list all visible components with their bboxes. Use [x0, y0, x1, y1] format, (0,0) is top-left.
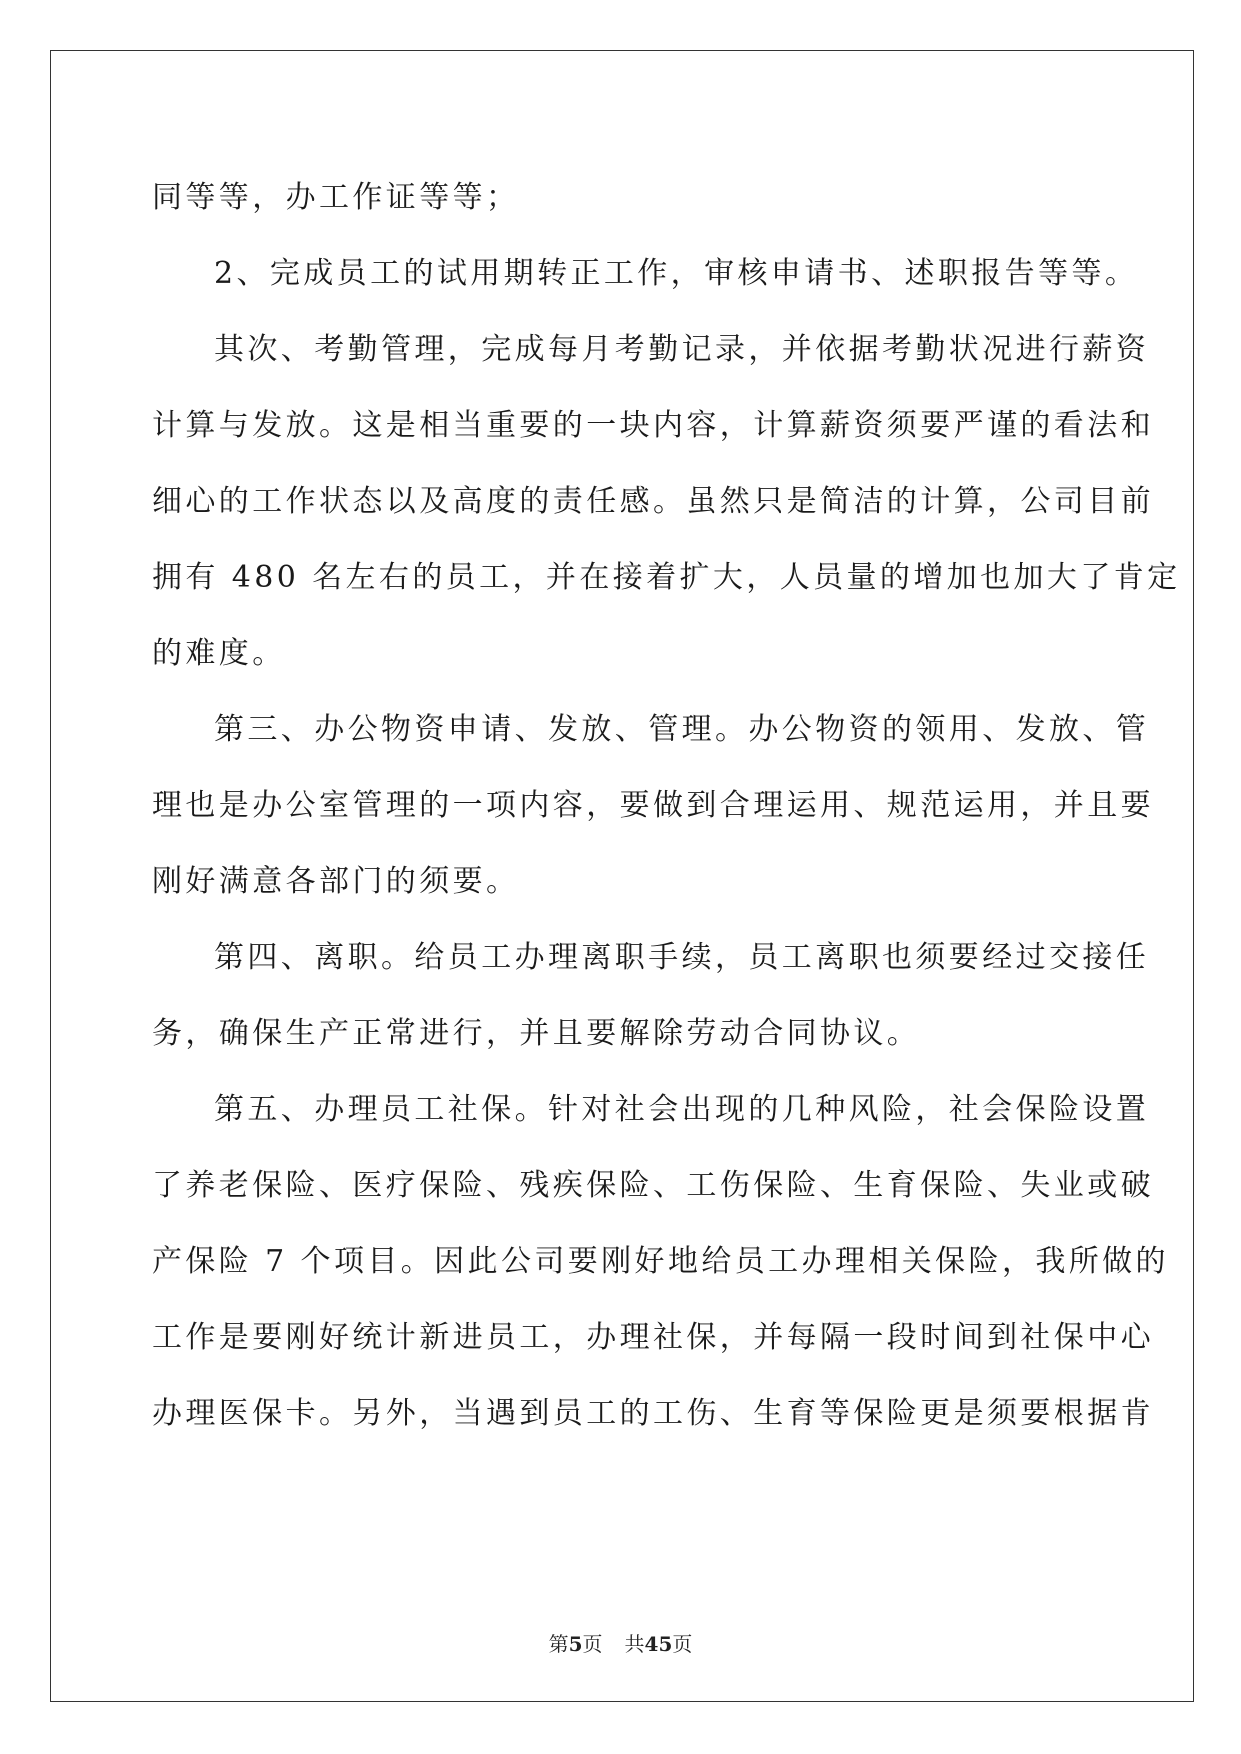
page-footer: [0, 1628, 1241, 1657]
text-line-3: 其次、考勤管理，完成每月考勤记录，并依据考勤状况进行薪资: [214, 332, 1150, 367]
text-line-16: 工作是要刚好统计新进员工，办理社保，并每隔一段时间到社保中心: [152, 1320, 1154, 1355]
total-prefix: 共: [624, 1632, 645, 1656]
page-prefix: 第: [548, 1632, 569, 1656]
text-line-15: 产保险 7 个项目。因此公司要刚好地给员工办理相关保险，我所做的: [152, 1244, 1169, 1279]
text-line-7: 的难度。: [152, 636, 286, 671]
text-line-13: 第五、办理员工社保。针对社会出现的几种风险，社会保险设置: [214, 1092, 1150, 1127]
text-line-8: 第三、办公物资申请、发放、管理。办公物资的领用、发放、管: [214, 712, 1150, 747]
text-line-10: 刚好满意各部门的须要。: [152, 864, 520, 899]
text-line-6: 拥有 480 名左右的员工，并在接着扩大，人员量的增加也加大了肯定: [152, 560, 1181, 595]
total-pages: 45: [644, 1632, 673, 1656]
page-number: 5: [568, 1632, 583, 1656]
text-line-9: 理也是办公室管理的一项内容，要做到合理运用、规范运用，并且要: [152, 788, 1154, 823]
text-line-14: 了养老保险、医疗保险、残疾保险、工伤保险、生育保险、失业或破: [152, 1168, 1154, 1203]
total-suffix: 页: [672, 1632, 693, 1656]
text-line-17: 办理医保卡。另外，当遇到员工的工伤、生育等保险更是须要根据肯: [152, 1396, 1154, 1431]
text-line-11: 第四、离职。给员工办理离职手续，员工离职也须要经过交接任: [214, 940, 1150, 975]
text-line-12: 务，确保生产正常进行，并且要解除劳动合同协议。: [152, 1016, 921, 1051]
text-line-5: 细心的工作状态以及高度的责任感。虽然只是简洁的计算，公司目前: [152, 484, 1154, 519]
document-body: [152, 160, 1181, 1452]
text-line-1: 同等等，办工作证等等；: [152, 180, 520, 215]
text-line-2: 2、完成员工的试用期转正工作，审核申请书、述职报告等等。: [214, 256, 1139, 291]
page-suffix: 页: [582, 1632, 603, 1656]
text-line-4: 计算与发放。这是相当重要的一块内容，计算薪资须要严谨的看法和: [152, 408, 1154, 443]
